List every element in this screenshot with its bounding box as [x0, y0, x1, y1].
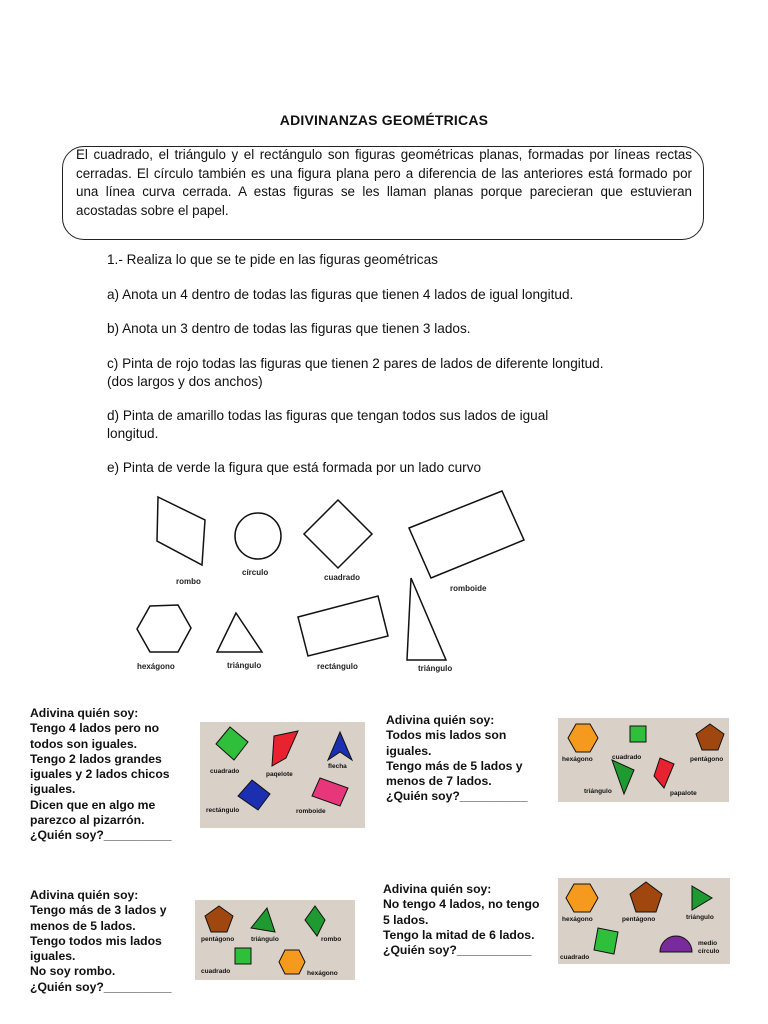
- brown-pentagon-shape: [630, 882, 662, 912]
- riddle-1-line: todos son iguales.: [30, 736, 137, 751]
- riddle-4-line: Tengo la mitad de 6 lados.: [383, 927, 535, 942]
- triangulo2-shape: [407, 578, 446, 660]
- panel-4-label: triángulo: [686, 914, 714, 921]
- panel-1-label: flecha: [328, 763, 347, 770]
- riddle-3-line: menos de 5 lados.: [30, 918, 136, 933]
- panel-4-label: círculo: [698, 948, 720, 955]
- rombo-shape: [157, 497, 205, 565]
- panel-1-label: cuadrado: [210, 768, 240, 775]
- riddle-2-line: Adivina quién soy:: [386, 713, 495, 727]
- panel-1-label: romboide: [296, 808, 326, 815]
- green-square-shape: [594, 928, 618, 954]
- hexagono-shape: [137, 605, 191, 652]
- riddle-3-line: Tengo todos mis lados: [30, 933, 162, 948]
- riddle-2-line: iguales.: [386, 743, 432, 758]
- panel-4-label: medio: [698, 940, 718, 947]
- panel-3-label: pentágono: [201, 936, 235, 943]
- riddle-3-line: iguales.: [30, 949, 76, 964]
- label-romboide: romboide: [450, 584, 487, 593]
- green-triangle-shape: [251, 908, 275, 932]
- riddle-4-line: ¿Quién soy?___________: [383, 943, 532, 958]
- red-kite-shape: [654, 758, 674, 788]
- riddle-2-line: Tengo más de 5 lados y: [386, 758, 523, 773]
- panel-3: [195, 900, 355, 980]
- riddle-1-line: ¿Quién soy?__________: [30, 828, 172, 843]
- riddle-4-line: No tengo 4 lados, no tengo: [383, 897, 540, 912]
- panel-2-label: triángulo: [584, 788, 612, 795]
- brown-pentagon-shape: [696, 724, 724, 750]
- panel-4-label: hexágono: [562, 916, 593, 923]
- instruction-1: 1.- Realiza lo que se te pide en las figuras geométricas: [107, 252, 438, 267]
- riddle-2: [386, 713, 528, 805]
- green-rombo-shape: [305, 906, 325, 936]
- green-triangle-shape: [692, 886, 712, 910]
- intro-paragraph: El cuadrado, el triángulo y el rectángulo son figuras geométricas planas, formadas por líneas rectas cerradas. El círculo también es una figura plana pero a diferencia de las anteriores está formado por una línea curva cerrada. A estas figuras se les llaman planas porque parecieran que estuvieran acostadas sobre el papel.: [76, 147, 692, 218]
- panel-1-label: paqelote: [266, 771, 293, 778]
- cuadrado-shape: [304, 500, 372, 568]
- instruction-c: c) Pinta de rojo todas las figuras que tienen 2 pares de lados de diferente longitud.: [107, 356, 604, 371]
- riddle-1-line: Tengo 4 lados pero no: [30, 721, 160, 736]
- riddle-1-line: Adivina quién soy:: [30, 706, 139, 720]
- page-title: ADIVINANZAS GEOMÉTRICAS: [279, 112, 489, 128]
- instruction-c-note: (dos largos y dos anchos): [107, 374, 263, 389]
- label-circulo: círculo: [242, 568, 269, 577]
- riddle-1: [30, 706, 172, 844]
- label-cuadrado: cuadrado: [324, 573, 361, 582]
- riddle-2-line: Todos mis lados son: [386, 728, 507, 743]
- green-square-shape: [216, 727, 248, 760]
- panel-2-label: pentágono: [690, 756, 724, 763]
- riddle-1-line: parezco al pizarrón.: [30, 813, 145, 828]
- riddle-1-line: Tengo 2 lados grandes: [30, 751, 162, 766]
- blue-square-shape: [238, 780, 270, 810]
- riddle-1-line: iguales.: [30, 782, 76, 797]
- panel-3-label: rombo: [321, 936, 342, 943]
- orange-hexagon-shape: [568, 724, 598, 752]
- panel-4: [558, 878, 730, 964]
- panel-2: [558, 718, 729, 802]
- riddle-4-line: Adivina quién soy:: [383, 882, 492, 896]
- rectangulo-shape: [298, 596, 388, 656]
- label-hexagono: hexágono: [137, 662, 175, 671]
- romboide-shape: [409, 491, 524, 578]
- label-triangulo-1: triángulo: [227, 661, 262, 670]
- brown-pentagon-shape: [205, 906, 233, 932]
- panel-4-label: cuadrado: [560, 954, 590, 961]
- instruction-b: b) Anota un 3 dentro de todas las figuras que tienen 3 lados.: [107, 321, 471, 336]
- panel-3-label: triángulo: [251, 936, 279, 943]
- riddle-4: [383, 882, 539, 958]
- pink-romboide-shape: [312, 778, 348, 806]
- red-kite-shape: [272, 731, 298, 766]
- blue-arrow-shape: [328, 732, 352, 760]
- riddle-3-line: ¿Quién soy?__________: [30, 979, 172, 994]
- orange-hexagon-shape: [279, 950, 305, 974]
- label-rombo: rombo: [176, 577, 201, 586]
- green-square-shape: [235, 948, 251, 964]
- circulo-shape: [235, 513, 281, 559]
- instruction-e: e) Pinta de verde la figura que está formada por un lado curvo: [107, 460, 482, 475]
- riddle-3-line: No soy rombo.: [30, 964, 116, 979]
- green-triangle-shape: [612, 760, 634, 794]
- panel-1: [200, 722, 365, 828]
- panel-3-label: cuadrado: [201, 968, 231, 975]
- panel-1-label: rectángulo: [206, 807, 240, 814]
- panel-2-label: hexágono: [562, 756, 593, 763]
- riddle-3: [30, 888, 172, 995]
- green-square-shape: [630, 726, 646, 742]
- instruction-d-cont: longitud.: [107, 426, 159, 441]
- riddle-2-line: ¿Quién soy?__________: [386, 789, 528, 804]
- riddle-3-line: Tengo más de 3 lados y: [30, 903, 167, 918]
- riddle-2-line: menos de 7 lados.: [386, 774, 492, 789]
- riddle-1-line: Dicen que en algo me: [30, 797, 156, 812]
- label-triangulo-2: triángulo: [418, 664, 453, 673]
- riddle-1-line: iguales y 2 lados chicos: [30, 767, 170, 782]
- panel-3-label: hexágono: [307, 970, 338, 977]
- panel-2-label: papalote: [670, 790, 697, 797]
- panel-4-label: pentágono: [622, 916, 656, 923]
- instruction-a: a) Anota un 4 dentro de todas las figuras que tienen 4 lados de igual longitud.: [107, 287, 574, 302]
- triangulo1-shape: [217, 613, 262, 652]
- instruction-d: d) Pinta de amarillo todas las figuras que tengan todos sus lados de igual: [107, 408, 549, 423]
- purple-half-circle-shape: [660, 936, 692, 952]
- panel-2-label: cuadrado: [612, 754, 642, 761]
- riddle-4-line: 5 lados.: [383, 912, 429, 927]
- orange-hexagon-shape: [566, 884, 598, 912]
- riddle-3-line: Adivina quién soy:: [30, 888, 139, 902]
- label-rectangulo: rectángulo: [317, 662, 358, 671]
